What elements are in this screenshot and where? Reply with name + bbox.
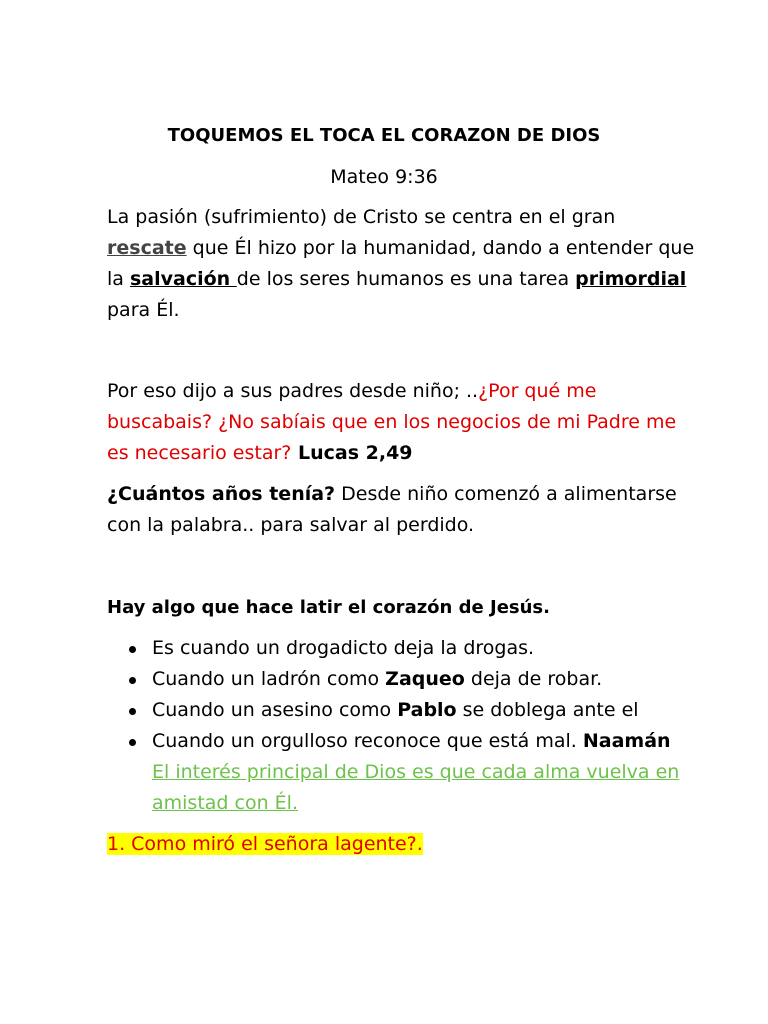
- numbered-item: [107, 830, 423, 858]
- list-item-text: se doblega ante el: [456, 699, 639, 721]
- paragraph-quote: [107, 376, 697, 469]
- list-item: [107, 726, 697, 819]
- list-item: [107, 695, 697, 726]
- list-item-text: Cuando un asesino como: [152, 699, 398, 721]
- list-item-text: Es cuando un drogadicto deja la drogas.: [152, 637, 535, 659]
- name-zaqueo: Zaqueo: [385, 668, 465, 690]
- paragraph-text: de los seres humanos es una tarea: [236, 268, 576, 290]
- list-item-text: deja de robar.: [464, 668, 603, 690]
- word-rescate: rescate: [107, 237, 187, 259]
- scripture-reference: Mateo 9:36: [330, 166, 438, 188]
- paragraph-text: para Él.: [107, 299, 180, 321]
- paragraph-text: La pasión (sufrimiento) de Cristo se centra en el gran: [107, 206, 616, 228]
- age-question: ¿Cuántos años tenía?: [107, 483, 336, 505]
- section-heading: Hay algo que hace latir el corazón de Jesús.: [107, 597, 550, 618]
- highlighted-question: 1. Como miró el señora lagente?.: [107, 833, 423, 855]
- bullet-dot-icon: [129, 677, 136, 684]
- list-item-text: Cuando un orgulloso reconoce que está mal.: [152, 730, 583, 752]
- word-primordial: primordial: [575, 268, 687, 290]
- paragraph-passion: [107, 202, 697, 326]
- bullet-list: [107, 633, 697, 819]
- word-salvacion: salvación: [129, 268, 237, 290]
- name-naaman: Naamán: [582, 730, 671, 752]
- list-item: [107, 633, 697, 664]
- name-pablo: Pablo: [397, 699, 457, 721]
- paragraph-age: [107, 479, 697, 541]
- paragraph-text: que Él hizo por la humanidad, dando a entender que la: [107, 237, 695, 290]
- list-item: [107, 664, 697, 695]
- paragraph-text: Desde niño comenzó a alimentarse con la palabra.. para salvar al perdido.: [107, 483, 677, 536]
- list-item-text: Cuando un ladrón como: [152, 668, 386, 690]
- document-title: TOQUEMOS EL TOCA EL CORAZON DE DIOS: [167, 125, 601, 146]
- bullet-dot-icon: [129, 708, 136, 715]
- bullet-dot-icon: [129, 739, 136, 746]
- quote-text: ¿Por qué me buscabais? ¿No sabíais que en los negocios de mi Padre me es necesario estar?: [107, 380, 677, 464]
- paragraph-text: Por eso dijo a sus padres desde niño; ..: [107, 380, 479, 402]
- green-underlined-text: El interés principal de Dios es que cada alma vuelva en amistad con Él.: [152, 761, 680, 814]
- quote-reference: Lucas 2,49: [291, 442, 413, 464]
- bullet-dot-icon: [129, 646, 136, 653]
